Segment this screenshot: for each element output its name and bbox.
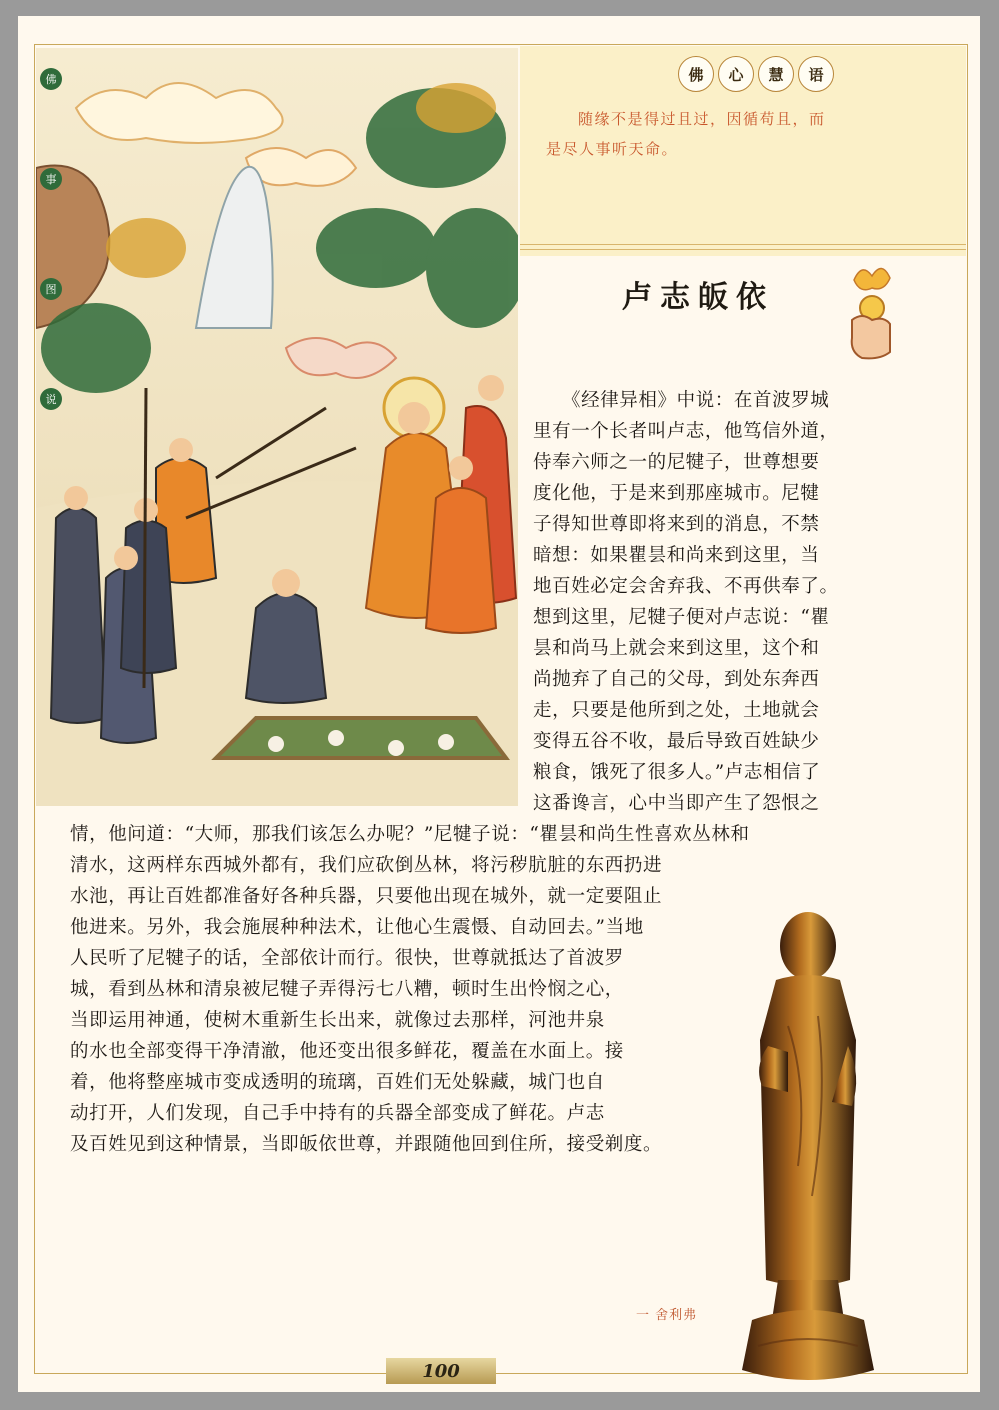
body-line: 度化他，于是来到那座城市。尼犍 [533,483,820,504]
body-line: 情，他问道：“大师，那我们该怎么办呢？”尼犍子说：“瞿昙和尚生性喜欢丛林和 [70,824,750,845]
body-line: 想到这里，尼犍子便对卢志说：“瞿 [533,607,830,628]
body-line: 里有一个长者叫卢志，他笃信外道， [533,421,839,442]
section-label-buddha-wisdom [678,56,834,92]
body-line: 清水，这两样东西城外都有，我们应砍倒丛林，将污秽肮脏的东西扔进 [70,855,663,876]
body-line: 子得知世尊即将来到的消息，不禁 [533,514,820,535]
book-page [18,16,980,1392]
side-tag-char: 图 [40,278,62,300]
body-line: 的水也全部变得干净清澈，他还变出很多鲜花，覆盖在水面上。接 [70,1041,624,1062]
page-number: 100 [386,1358,496,1384]
illustration-side-tags [36,48,66,408]
body-line: 这番谗言，心中当即产生了怨恨之 [533,793,820,814]
body-line: 尚抛弃了自己的父母，到处东奔西 [533,669,820,690]
body-line: 暗想：如果瞿昙和尚来到这里，当 [533,545,820,566]
quote-line: 是尽人事听天命。 [546,140,679,158]
body-line: 城，看到丛林和清泉被尼犍子弄得污七八糟，顿时生出怜悯之心， [70,979,624,1000]
article-title: 卢志皈依 [622,280,774,315]
body-line: 侍奉六师之一的尼犍子，世尊想要 [533,452,820,473]
body-line: 当即运用神通，使树木重新生长出来，就像过去那样，河池井泉 [70,1010,605,1031]
body-line: 走，只要是他所到之处，土地就会 [533,700,820,721]
side-tag-char: 事 [40,168,62,190]
body-line: 粮食，饿死了很多人。”卢志相信了 [533,762,821,783]
body-line: 他进来。另外，我会施展种种法术，让他心生震慑、自动回去。”当地 [70,917,644,938]
illustration-painting [36,48,518,806]
body-line: 水池，再让百姓都准备好各种兵器，只要他出现在城外，就一定要阻止 [70,886,663,907]
body-line: 动打开，人们发现，自己手中持有的兵器全部变成了鲜花。卢志 [70,1103,605,1124]
body-line: 昙和尚马上就会来到这里，这个和 [533,638,820,659]
quote-line: 随缘不是得过且过，因循苟且，而 [578,110,826,128]
section-label-char: 慧 [758,56,794,92]
body-line: 人民听了尼犍子的话，全部依计而行。很快，世尊就抵达了首波罗 [70,948,624,969]
lotus-hand-icon [844,260,900,364]
statue-caption: 一 舍利弗 [636,1308,698,1323]
body-line: 及百姓见到这种情景，当即皈依世尊，并跟随他回到住所，接受剃度。 [70,1134,663,1155]
side-tag-char: 佛 [40,68,62,90]
side-tag-char: 说 [40,388,62,410]
section-label-char: 心 [718,56,754,92]
section-label-char: 语 [798,56,834,92]
wisdom-quote [546,104,866,164]
section-label-char: 佛 [678,56,714,92]
body-line: 地百姓必定会舍弃我、不再供奉了。 [533,576,839,597]
body-line: 着，他将整座城市变成透明的琉璃，百姓们无处躲藏，城门也自 [70,1072,605,1093]
bronze-monk-statue [738,906,878,1392]
body-line: 变得五谷不收，最后导致百姓缺少 [533,731,820,752]
body-line: 《经律异相》中说：在首波罗城 [562,390,830,411]
